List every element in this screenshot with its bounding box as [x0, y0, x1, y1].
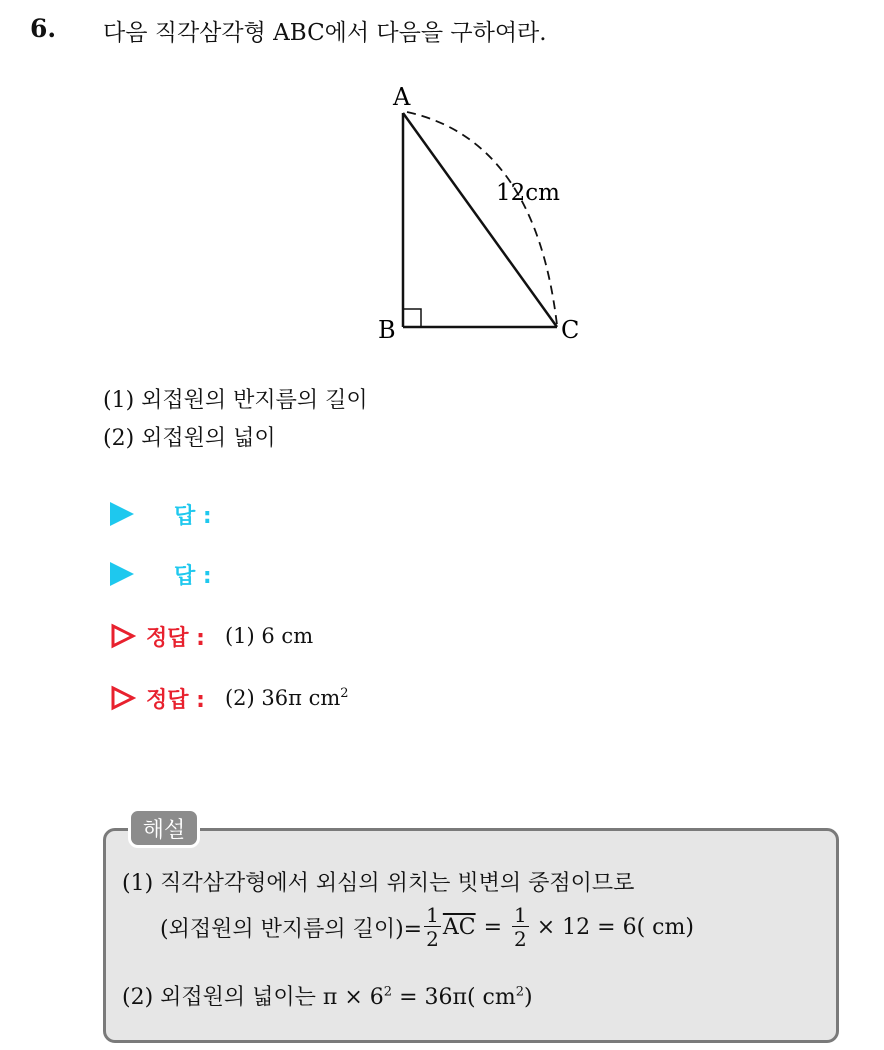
subquestion-2: (2) 외접원의 넓이	[103, 426, 276, 451]
correct-label: 정답 :	[146, 687, 205, 713]
play-triangle-icon	[110, 502, 134, 526]
radius-label: (외접원의 반지름의 길이)=	[160, 916, 423, 942]
vertex-c-label: C	[561, 316, 580, 344]
outline-triangle-icon	[110, 685, 136, 711]
subquestion-1: (1) 외접원의 반지름의 길이	[103, 388, 368, 413]
right-angle-mark	[403, 309, 421, 327]
length-arc	[407, 112, 557, 325]
vertex-b-label: B	[378, 316, 396, 344]
explanation-line-2: (외접원의 반지름의 길이)= $\frac{1}{2}$ $\overline{AC}$ = $\frac{1}{2}$ × 12 = 6( cm)	[160, 903, 694, 951]
correct-row-1	[110, 620, 313, 652]
side-ac	[403, 113, 557, 327]
answer-label: 답 :	[174, 563, 212, 589]
question-number: 6.	[30, 14, 57, 43]
answer-row-1	[110, 498, 212, 530]
play-triangle-icon	[110, 562, 134, 586]
correct-value: (1) 6 cm	[224, 624, 314, 648]
segment-ac: $\overline{AC}$	[442, 914, 476, 940]
question-text: 다음 직각삼각형 ABC에서 다음을 구하여라.	[103, 20, 547, 46]
answer-row-2	[110, 558, 212, 590]
answer-label: 답 :	[174, 503, 212, 529]
explanation-tag: 해설	[128, 808, 200, 848]
correct-row-2	[110, 682, 349, 714]
explanation-line-1: (1) 직각삼각형에서 외심의 위치는 빗변의 중점이므로	[122, 871, 635, 896]
vertex-a-label: A	[393, 83, 411, 111]
fraction-half: $\frac{1}{2}$	[426, 903, 439, 951]
explanation-line-3: (2) 외접원의 넓이는 $\pi \times 6^2 = 36\pi$( $cm^2$)	[122, 984, 533, 1010]
correct-value: (2) 36π $cm^2$	[224, 686, 349, 710]
length-label: 12cm	[496, 180, 560, 206]
fraction-half-2: $\frac{1}{2}$	[514, 903, 527, 951]
outline-triangle-icon	[110, 623, 136, 649]
right-triangle-figure	[360, 80, 600, 350]
correct-label: 정답 :	[146, 625, 205, 651]
